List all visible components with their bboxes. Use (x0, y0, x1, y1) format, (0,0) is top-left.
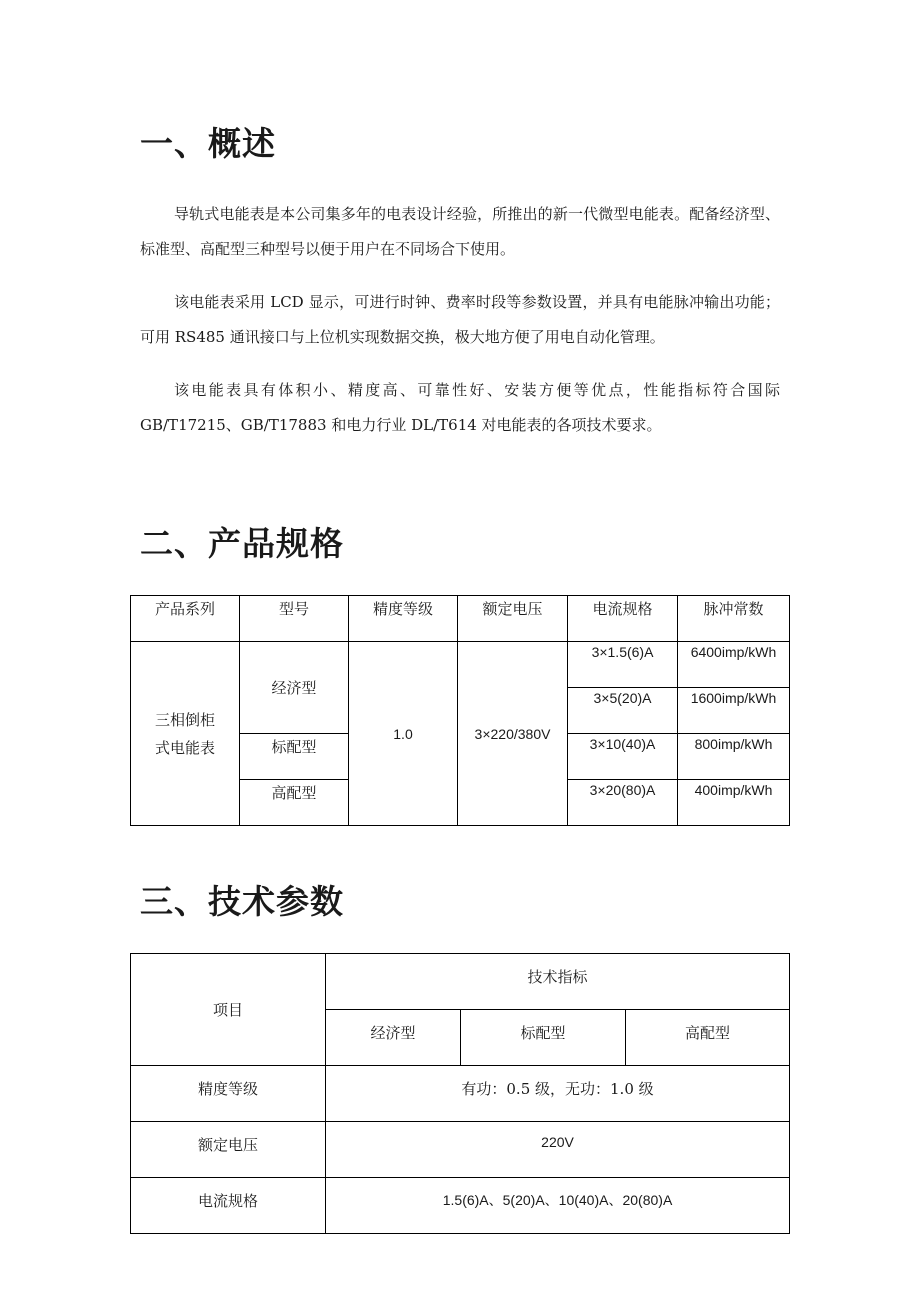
spec-header-series: 产品系列 (131, 596, 240, 642)
table-row (131, 1122, 790, 1178)
tech-row-label: 精度等级 (131, 1066, 326, 1122)
table-row (131, 1178, 790, 1234)
tech-header-item: 项目 (131, 954, 326, 1066)
overview-paragraph-3: 该电能表具有体积小、精度高、可靠性好、安装方便等优点，性能指标符合国际 GB/T17215、GB/T17883 和电力行业 DL/T614 对电能表的各项技术要求。 (140, 381, 780, 434)
tech-row-value: 220V (326, 1122, 790, 1178)
spec-pulse-1: 6400imp/kWh (678, 642, 790, 688)
section-title-tech: 三、技术参数 (140, 882, 344, 921)
tech-header-index: 技术指标 (326, 954, 790, 1010)
spec-table-header-row (131, 596, 790, 642)
tech-row-label: 额定电压 (131, 1122, 326, 1178)
spec-table (130, 595, 790, 826)
spec-current-1: 3×1.5(6)A (568, 642, 678, 688)
spec-model-economy: 经济型 (240, 642, 349, 734)
tech-row-value: 1.5(6)A、5(20)A、10(40)A、20(80)A (326, 1178, 790, 1234)
tech-table (130, 953, 790, 1234)
section-title-overview: 一、概述 (140, 124, 276, 163)
spec-current-3: 3×10(40)A (568, 734, 678, 780)
spec-header-current: 电流规格 (568, 596, 678, 642)
spec-pulse-3: 800imp/kWh (678, 734, 790, 780)
spec-current-2: 3×5(20)A (568, 688, 678, 734)
spec-pulse-4: 400imp/kWh (678, 780, 790, 826)
spec-pulse-2: 1600imp/kWh (678, 688, 790, 734)
spec-model-standard: 标配型 (240, 734, 349, 780)
tech-row-value: 有功：0.5 级，无功：1.0 级 (326, 1066, 790, 1122)
overview-paragraph-2: 该电能表采用 LCD 显示，可进行时钟、费率时段等参数设置，并具有电能脉冲输出功能；可用 RS485 通讯接口与上位机实现数据交换，极大地方便了用电自动化管理。 (140, 293, 780, 346)
spec-header-pulse: 脉冲常数 (678, 596, 790, 642)
table-row (131, 1066, 790, 1122)
spec-header-model: 型号 (240, 596, 349, 642)
overview-paragraph-1: 导轨式电能表是本公司集多年的电表设计经验，所推出的新一代微型电能表。配备经济型、标准型、高配型三种型号以便于用户在不同场合下使用。 (140, 205, 780, 258)
section-title-spec: 二、产品规格 (140, 524, 344, 563)
table-row (131, 642, 790, 688)
tech-type-economy: 经济型 (326, 1010, 461, 1066)
tech-type-premium: 高配型 (626, 1010, 790, 1066)
spec-current-4: 3×20(80)A (568, 780, 678, 826)
spec-header-accuracy: 精度等级 (349, 596, 458, 642)
spec-accuracy-cell: 1.0 (349, 642, 458, 826)
spec-voltage-cell: 3×220/380V (458, 642, 568, 826)
spec-header-voltage: 额定电压 (458, 596, 568, 642)
spec-series-cell: 三相倒柜式电能表 (131, 642, 240, 826)
tech-row-label: 电流规格 (131, 1178, 326, 1234)
spec-model-premium: 高配型 (240, 780, 349, 826)
tech-type-standard: 标配型 (461, 1010, 626, 1066)
tech-table-header-row (131, 954, 790, 1010)
